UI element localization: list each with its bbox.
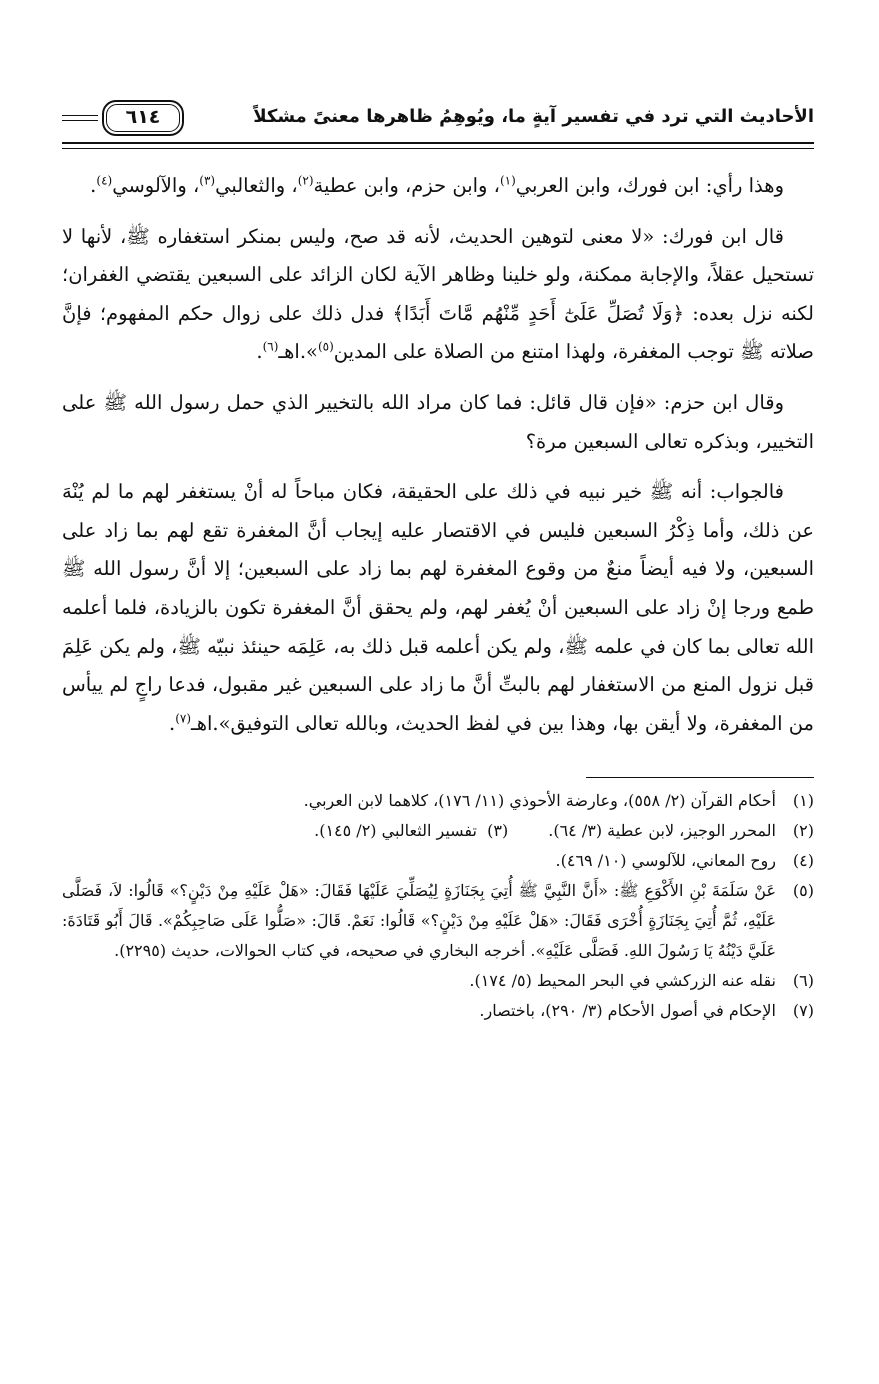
footnote-ref-7: (٧) [175,711,192,726]
footnote-5: (٥) عَنْ سَلَمَةَ بْنِ الأَكْوَعِ ﷺ: «أَنَّ النَّبِيَّ ﷺ أُتِيَ بِجَنَازَةٍ لِيُصَلِّيَ عَلَيْهَا فَقَالَ: «هَلْ عَلَيْهِ مِنْ دَيْنٍ؟» قَالُوا: لاَ، فَصَلَّى عَلَيْهِ، ثُمَّ أُتِيَ بِجَنَازَةٍ أُخْرَى فَقَالَ: «هَلْ عَلَيْهِ مِنْ دَيْنٍ؟» قَالُوا: نَعَمْ. قَالَ: «صَلُّوا عَلَى صَاحِبِكُمْ». قَالَ أَبُو قَتَادَةَ: عَلَيَّ دَيْنُهُ يَا رَسُولَ اللهِ. فَصَلَّى عَلَيْهِ». أخرجه البخاري في صحيحه، في كتاب الحوالات، حديث (٢٢٩٥). [62,881,814,961]
book-page [62,98,814,1026]
footnote-3-num: (٣) [487,821,509,841]
paragraph-2: قال ابن فورك: «لا معنى لتوهين الحديث، لأنه قد صح، وليس بمنكر استغفاره ﷺ، لأنها لا تستحيل عقلاً، والإجابة ممكنة، ولو خلينا وظاهر الآية لكان الزائد على السبعين يقتضي الغفران؛ لكنه نزل بعده: ﴿وَلَا تُصَلِّ عَلَىٰٓ أَحَدٍ مِّنْهُم مَّاتَ أَبَدًا﴾ فدل ذلك على زوال حكم المفهوم؛ فإنَّ صلاته ﷺ توجب المغفرة، ولهذا امتنع من الصلاة على المدين$^{(٥)}$».اهـ$^{(٦)}$. [62,224,815,364]
footnote-4: (٤) روح المعاني، للآلوسي (١٠/ ٤٦٩). [555,851,814,871]
footnote-1: (١) أحكام القرآن (٢/ ٥٥٨)، وعارضة الأحوذي (١١/ ١٧٦)، كلاهما لابن العربي. [303,791,814,811]
footnote-7: (٧) الإحكام في أصول الأحكام (٣/ ٢٩٠)، باختصار. [479,1001,814,1021]
footnotes [62,786,814,1026]
footnote-ref-5: (٥) [317,339,334,354]
quran-verse: ﴿وَلَا تُصَلِّ عَلَىٰٓ أَحَدٍ مِّنْهُم مَّاتَ أَبَدًا﴾ [392,301,685,325]
main-text [62,167,814,743]
page-header [62,98,814,140]
footnote-ref-6: (٦) [262,339,279,354]
page-number: ٦١٤ [102,100,184,136]
footnote-ref-4: (٤) [96,173,113,188]
footnote-2: (٢) المحرر الوجيز، لابن عطية (٣/ ٦٤). (٣) تفسير الثعالبي (٢/ ١٤٥). [62,816,814,846]
footnote-ref-1: (١) [499,173,516,188]
footnote-6: (٦) نقله عنه الزركشي في البحر المحيط (٥/ ١٧٤). [469,971,814,991]
paragraph-1: وهذا رأي: ابن فورك، وابن العربي$^{(١)}$، وابن حزم، وابن عطية$^{(٢)}$، والثعالبي$^{(٣)}$، والآلوسي$^{(٤)}$. [90,173,784,197]
header-rule [62,142,814,149]
running-title: الأحاديث التي ترد في تفسير آيةٍ ما، ويُوهِمُ ظاهرها معنىً مشكلاً [253,106,814,127]
footnote-3: تفسير الثعالبي (٢/ ١٤٥). [314,821,477,841]
header-ornament [62,115,98,121]
footnote-ref-2: (٢) [297,173,314,188]
footnote-separator [586,777,814,778]
paragraph-4: فالجواب: أنه ﷺ خير نبيه في ذلك على الحقيقة، فكان مباحاً له أنْ يستغفر لهم ما لم يُنْهَ عن ذلك، وأما ذِكْرُ السبعين فليس في الاقتصار عليه إيجاب أنَّ المغفرة تقع لهم بما زاد على السبعين، ولا فيه أيضاً منعٌ من وقوع المغفرة لهم بما زاد على السبعين؛ إلا أنَّ رسول الله ﷺ طمع ورجا إنْ زاد على السبعين أنْ يُغفر لهم، ولم يحقق أنَّ المغفرة تكون بالزيادة، فلما أعلمه الله تعالى بما كان في علمه ﷺ، ولم يكن أعلمه قبل ذلك به، عَلِمَه حينئذ نبيّه ﷺ، ولم يكن عَلِمَ قبل نزول المنع من الاستغفار لهم بالبتِّ أنَّ ما زاد على السبعين غير مقبول، فدعا راجٍ لم ييأس من المغفرة، ولا أيقن بها، وهذا بين في لفظ الحديث، وبالله تعالى التوفيق».اهـ$^{(٧)}$. [62,480,815,735]
paragraph-3: وقال ابن حزم: «فإن قال قائل: فما كان مراد الله بالتخيير الذي حمل رسول الله ﷺ على التخيير، وبذكره تعالى السبعين مرة؟ [62,390,814,453]
footnote-ref-3: (٣) [199,173,216,188]
